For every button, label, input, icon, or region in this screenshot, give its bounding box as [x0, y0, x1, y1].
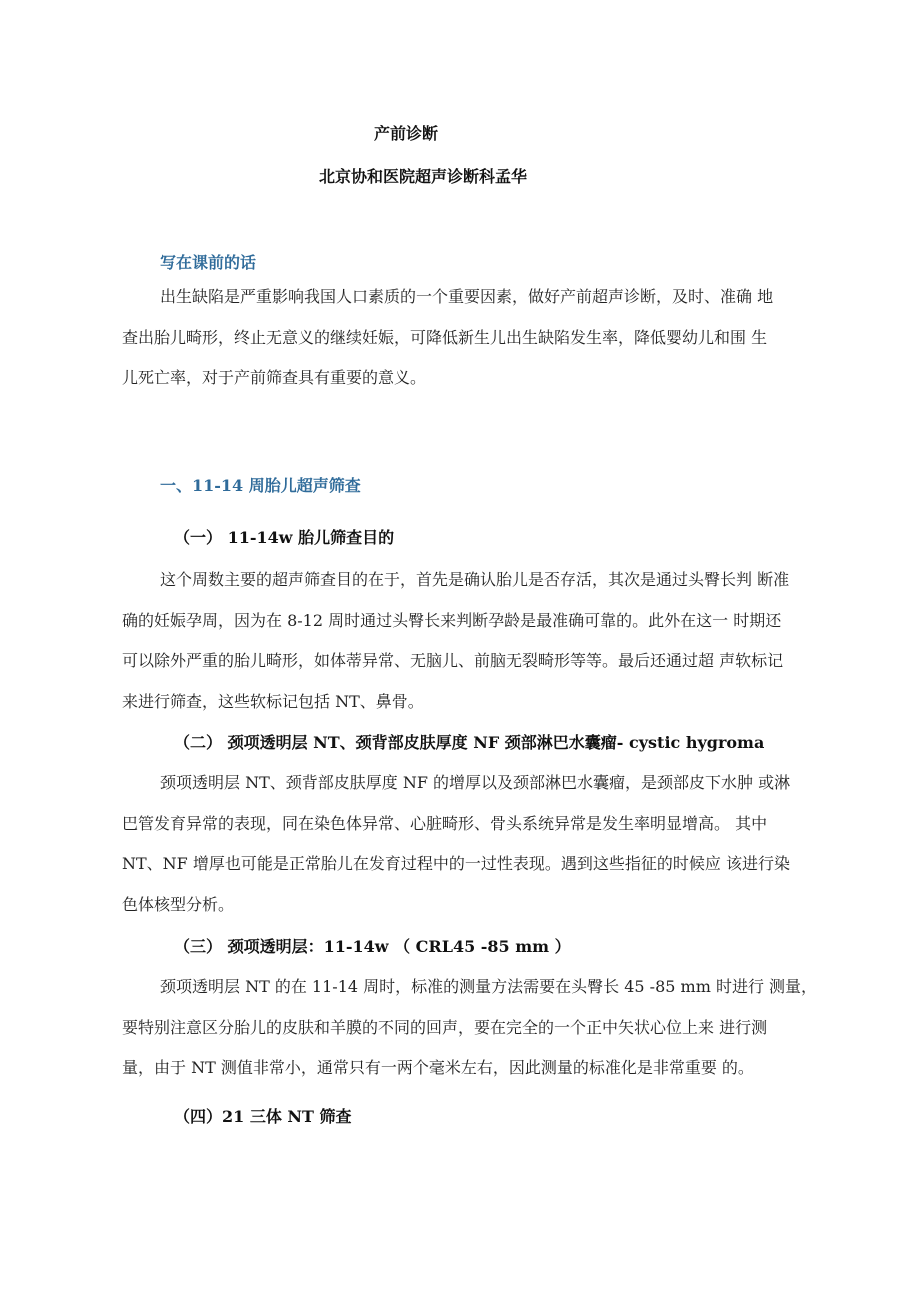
subsection-1-paragraph: [122, 560, 802, 722]
subsection-heading-4: （四）21 三体 NT 筛查: [174, 1107, 352, 1126]
preface-heading: 写在课前的话: [160, 253, 257, 272]
paragraph-line: 确的妊娠孕周，因为在 8-12 周时通过头臀长来判断孕龄是最准确可靠的。此外在这一 时期还: [122, 610, 782, 630]
document-author: 北京协和医院超声诊断科孟华: [319, 167, 528, 186]
subsection-heading-1: （一） 11-14w 胎儿筛查目的: [174, 528, 395, 547]
paragraph-line: 可以除外严重的胎儿畸形，如体蒂异常、无脑儿、前脑无裂畸形等等。最后还通过超 声软标记: [122, 651, 784, 670]
paragraph-line: 儿死亡率，对于产前筛查具有重要的意义。: [122, 368, 427, 387]
preface-paragraph: [122, 277, 802, 399]
paragraph-line: 巴管发育异常的表现，同在染色体异常、心脏畸形、骨头系统异常是发生率明显增高。 其中: [122, 813, 768, 833]
paragraph-line: 颈项透明层 NT、颈背部皮肤厚度 NF 的增厚以及颈部淋巴水囊瘤，是颈部皮下水肿 或淋: [160, 773, 791, 792]
paragraph-line: 量，由于 NT 测值非常小，通常只有一两个毫米左右，因此测量的标准化是非常重要 的。: [122, 1058, 754, 1077]
section-heading: 一、11-14 周胎儿超声筛查: [160, 476, 361, 495]
document-title: 产前诊断: [374, 124, 439, 143]
paragraph-line: 要特别注意区分胎儿的皮肤和羊膜的不同的回声，要在完全的一个正中矢状心位上来 进行测: [122, 1017, 768, 1037]
subsection-3-paragraph: [122, 967, 818, 1089]
subsection-heading-3: （三） 颈项透明层：11-14w （ CRL45 -85 mm ）: [174, 937, 571, 956]
subsection-heading-2: （二） 颈项透明层 NT、颈背部皮肤厚度 NF 颈部淋巴水囊瘤- cystic hygroma: [174, 733, 765, 752]
paragraph-line: 色体核型分析。: [122, 894, 235, 914]
paragraph-line: 出生缺陷是严重影响我国人口素质的一个重要因素，做好产前超声诊断，及时、准确 地: [160, 287, 774, 306]
paragraph-line: NT、NF 增厚也可能是正常胎儿在发育过程中的一过性表现。遇到这些指征的时候应 该进行染: [122, 854, 790, 873]
paragraph-line: 这个周数主要的超声筛查目的在于，首先是确认胎儿是否存活，其次是通过头臀长判 断准: [160, 570, 790, 589]
paragraph-line: 来进行筛查，这些软标记包括 NT、鼻骨。: [122, 691, 424, 711]
paragraph-line: 颈项透明层 NT 的在 11-14 周时，标准的测量方法需要在头臀长 45 -85 mm 时进行 测量，: [160, 977, 818, 996]
paragraph-line: 查出胎儿畸形，终止无意义的继续妊娠，可降低新生儿出生缺陷发生率，降低婴幼儿和围 生: [122, 327, 768, 347]
subsection-2-paragraph: [122, 763, 802, 925]
